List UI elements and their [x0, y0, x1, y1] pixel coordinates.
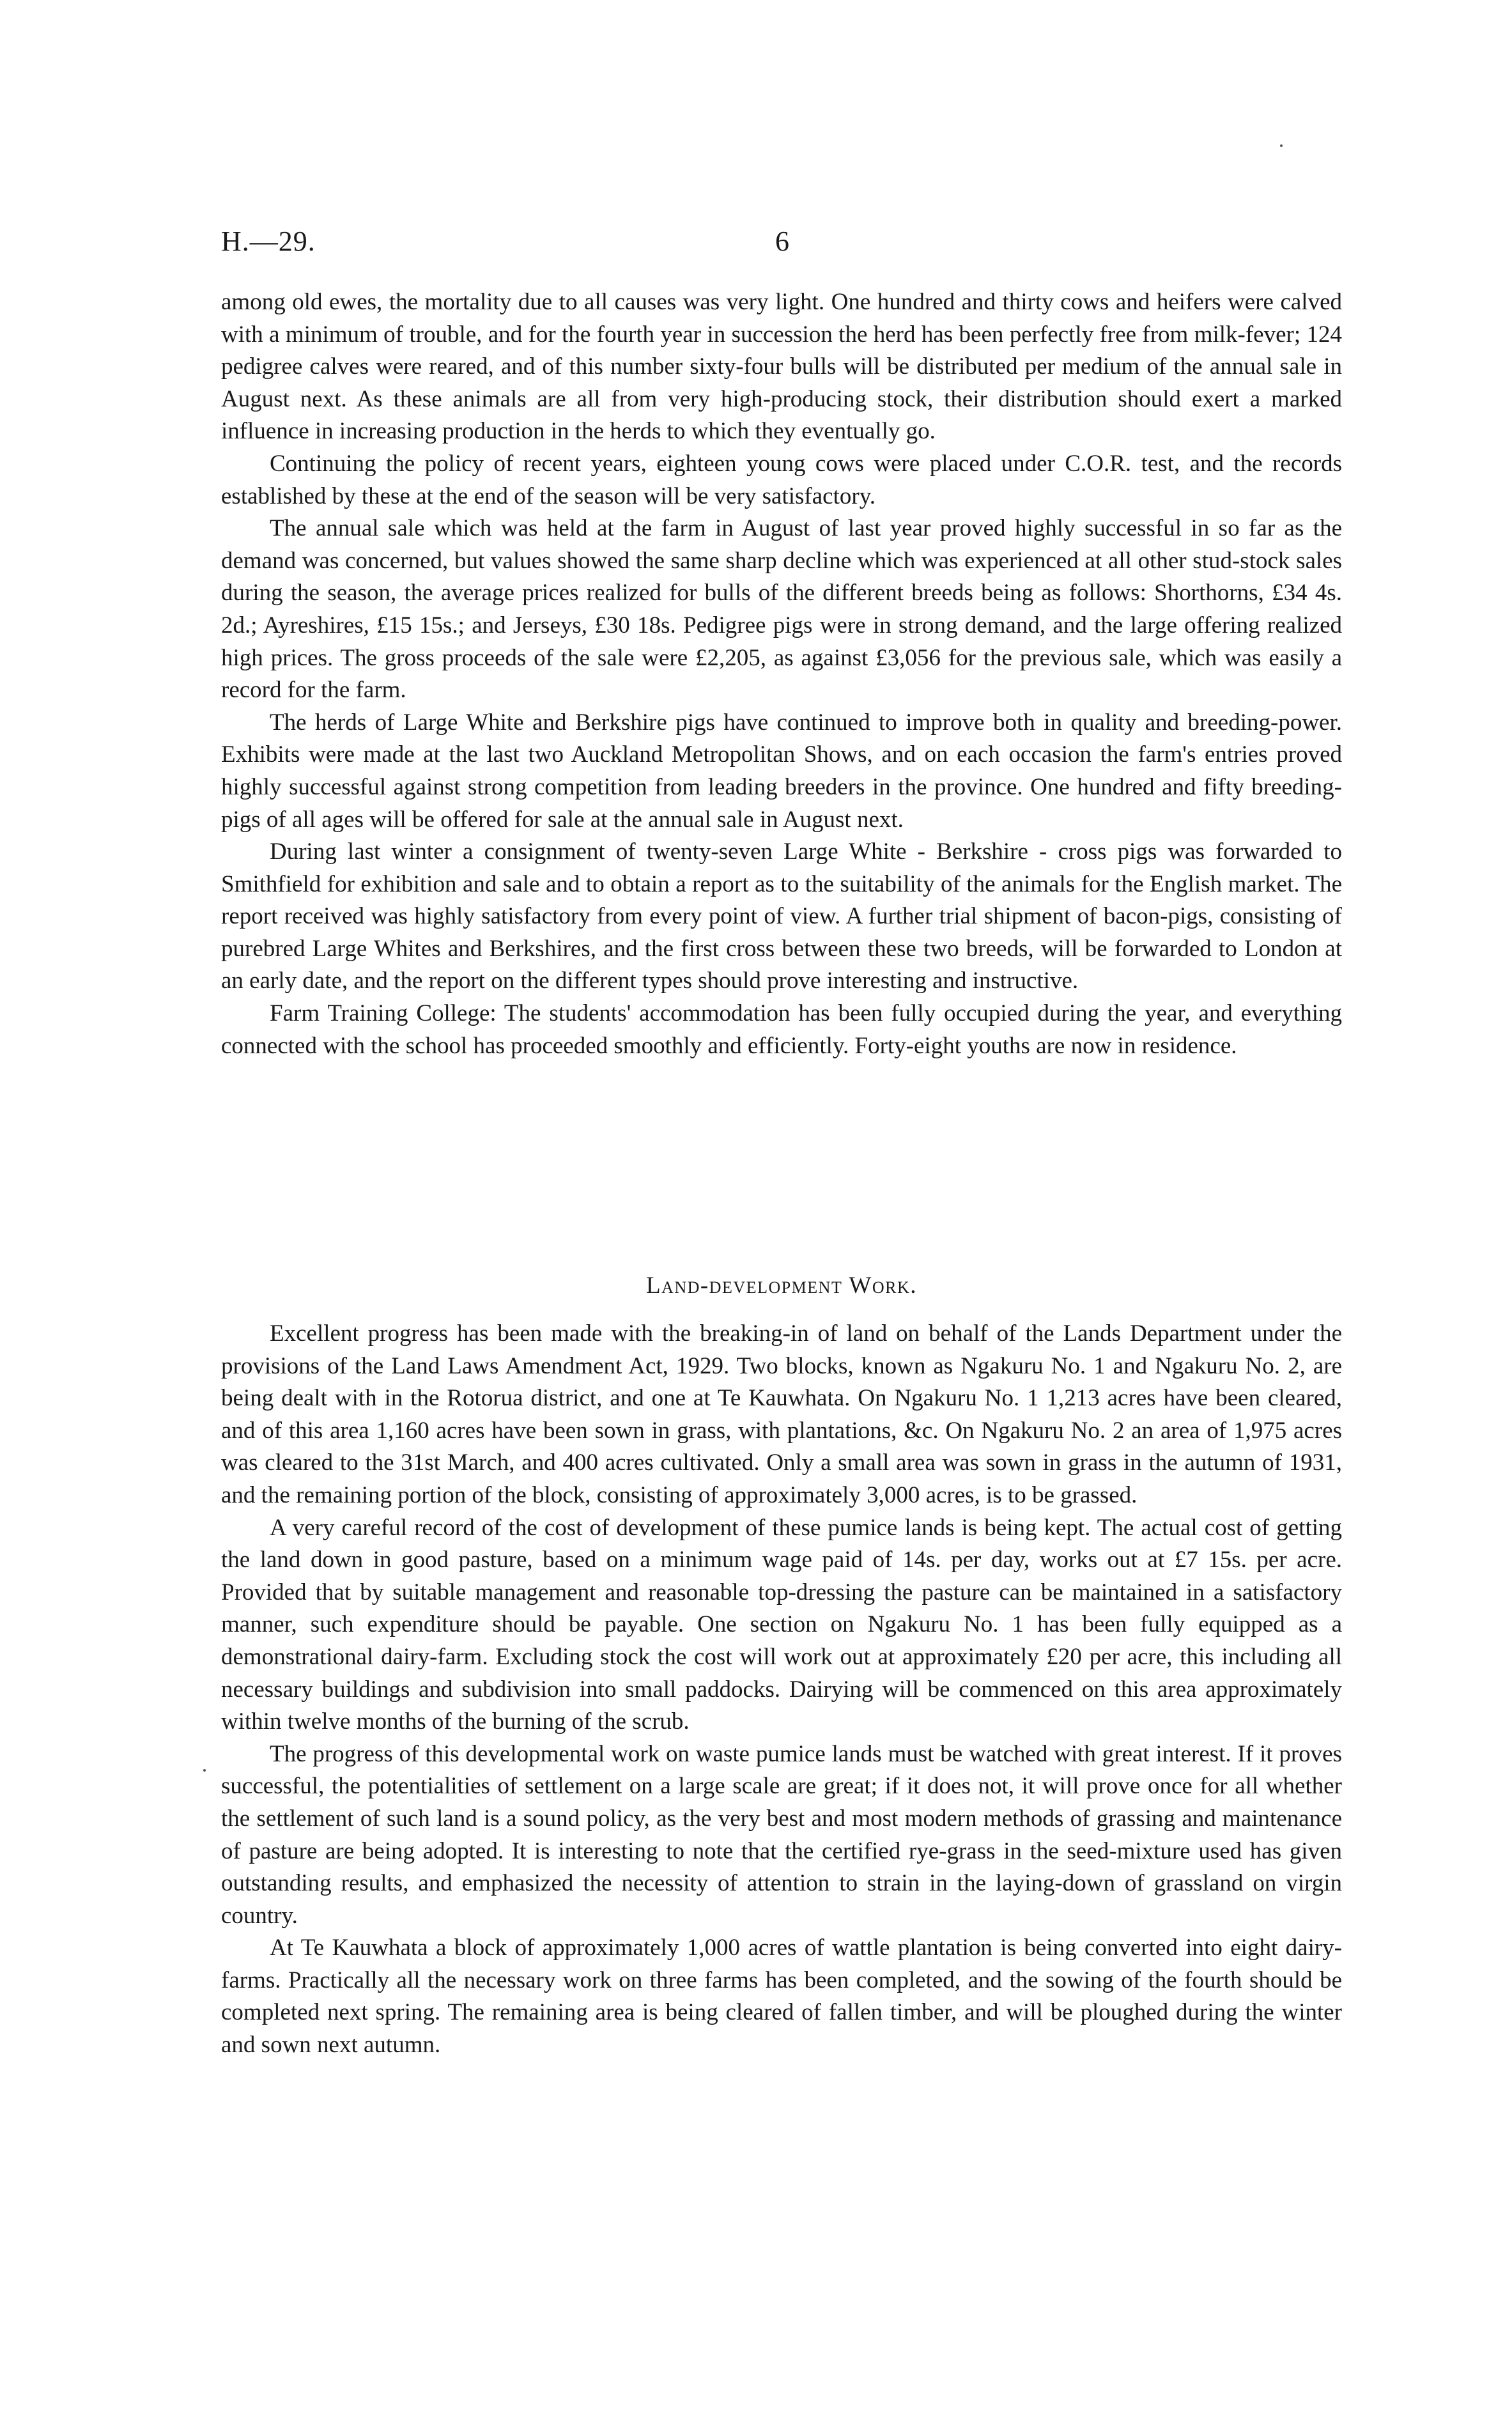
scan-speck: [203, 1769, 206, 1772]
body-text-upper: [221, 286, 1342, 1062]
paragraph: Farm Training College: The students' accommodation has been fully occupied during the year, and everything connected with the school has proceeded smoothly and efficiently. Forty-eight youths are now in residence.: [221, 1000, 1342, 1059]
paragraph: The progress of this developmental work on waste pumice lands must be watched with great interest. If it proves successful, the potentialities of settlement on a large scale are great; if it does not, it will prove once for all whether the settlement of such land is a sound policy, as the very best and most modern methods of grassing and maintenance of pasture are being adopted. It is interesting to note that the certified rye-grass in the seed-mixture used has given outstanding results, and emphasized the necessity of attention to strain in the laying-down of grassland on virgin country.: [221, 1740, 1342, 1929]
running-head: H.—29.: [221, 226, 316, 257]
paragraph: Continuing the policy of recent years, eighteen young cows were placed under C.O.R. test, and the records established by these at the end of the season will be very satisfactory.: [221, 450, 1342, 509]
paragraph: Excellent progress has been made with the breaking-in of land on behalf of the Lands Department under the provisions of the Land Laws Amendment Act, 1929. Two blocks, known as Ngakuru No. 1 and Ngakuru No. 2, are being dealt with in the Rotorua district, and one at Te Kauwhata. On Ngakuru No. 1 1,213 acres have been cleared, and of this area 1,160 acres have been sown in grass, with plantations, &c. On Ngakuru No. 2 an area of 1,975 acres was cleared to the 31st March, and 400 acres cultivated. Only a small area was sown in grass in the autumn of 1931, and the remaining portion of the block, consisting of approximately 3,000 acres, is to be grassed.: [221, 1320, 1342, 1508]
page-number: 6: [775, 226, 789, 257]
paragraph: The annual sale which was held at the farm in August of last year proved highly successful in so far as the demand was concerned, but values showed the same sharp decline which was experienced at all other stud-stock sales during the season, the average prices realized for bulls of the different breeds being as follows: Shorthorns, £34 4s. 2d.; Ayreshires, £15 15s.; and Jerseys, £30 18s. Pedigree pigs were in strong demand, and the large offering realized high prices. The gross proceeds of the sale were £2,205, as against £3,056 for the previous sale, which was easily a record for the farm.: [221, 515, 1342, 704]
paragraph: During last winter a consignment of twenty-seven Large White - Berkshire - cross pigs was forwarded to Smithfield for exhibition and sale and to obtain a report as to the suitability of the animals for the English market. The report received was highly satisfactory from every point of view. A further trial shipment of bacon-pigs, consisting of purebred Large Whites and Berkshires, and the first cross between these two breeds, will be forwarded to London at an early date, and the report on the different types should prove interesting and instructive.: [221, 839, 1342, 994]
paragraph: among old ewes, the mortality due to all causes was very light. One hundred and thirty cows and heifers were calved with a minimum of trouble, and for the fourth year in succession the herd has been perfectly free from milk-fever; 124 pedigree calves were reared, and of this number sixty-four bulls will be distributed per medium of the annual sale in August next. As these animals are all from very high-producing stock, their distribution should exert a marked influence in increasing production in the herds to which they eventually go.: [221, 289, 1342, 445]
scan-speck: [1280, 144, 1283, 147]
paragraph: The herds of Large White and Berkshire pigs have continued to improve both in quality and breeding-power. Exhibits were made at the last two Auckland Metropolitan Shows, and on each occasion the farm's entries proved highly successful against strong competition from leading breeders in the province. One hundred and fifty breeding-pigs of all ages will be offered for sale at the annual sale in August next.: [221, 709, 1342, 833]
paragraph: A very careful record of the cost of development of these pumice lands is being kept. The actual cost of getting the land down in good pasture, based on a minimum wage paid of 14s. per day, works out at £7 15s. per acre. Provided that by suitable management and reasonable top-dressing the pasture can be maintained in a satisfactory manner, such expenditure should be payable. One section on Ngakuru No. 1 has been fully equipped as a demonstrational dairy-farm. Excluding stock the cost will work out at approximately £20 per acre, this including all necessary buildings and subdivision into small paddocks. Dairying will be commenced on this area approximately within twelve months of the burning of the scrub.: [221, 1514, 1342, 1735]
paragraph: At Te Kauwhata a block of approximately 1,000 acres of wattle plantation is being converted into eight dairy-farms. Practically all the necessary work on three farms has been completed, and the sowing of the fourth should be completed next spring. The remaining area is being cleared of fallen timber, and will be ploughed during the winter and sown next autumn.: [221, 1935, 1342, 2059]
section-heading: Land-development Work.: [646, 1272, 917, 1299]
body-text-section: [221, 1318, 1342, 2062]
